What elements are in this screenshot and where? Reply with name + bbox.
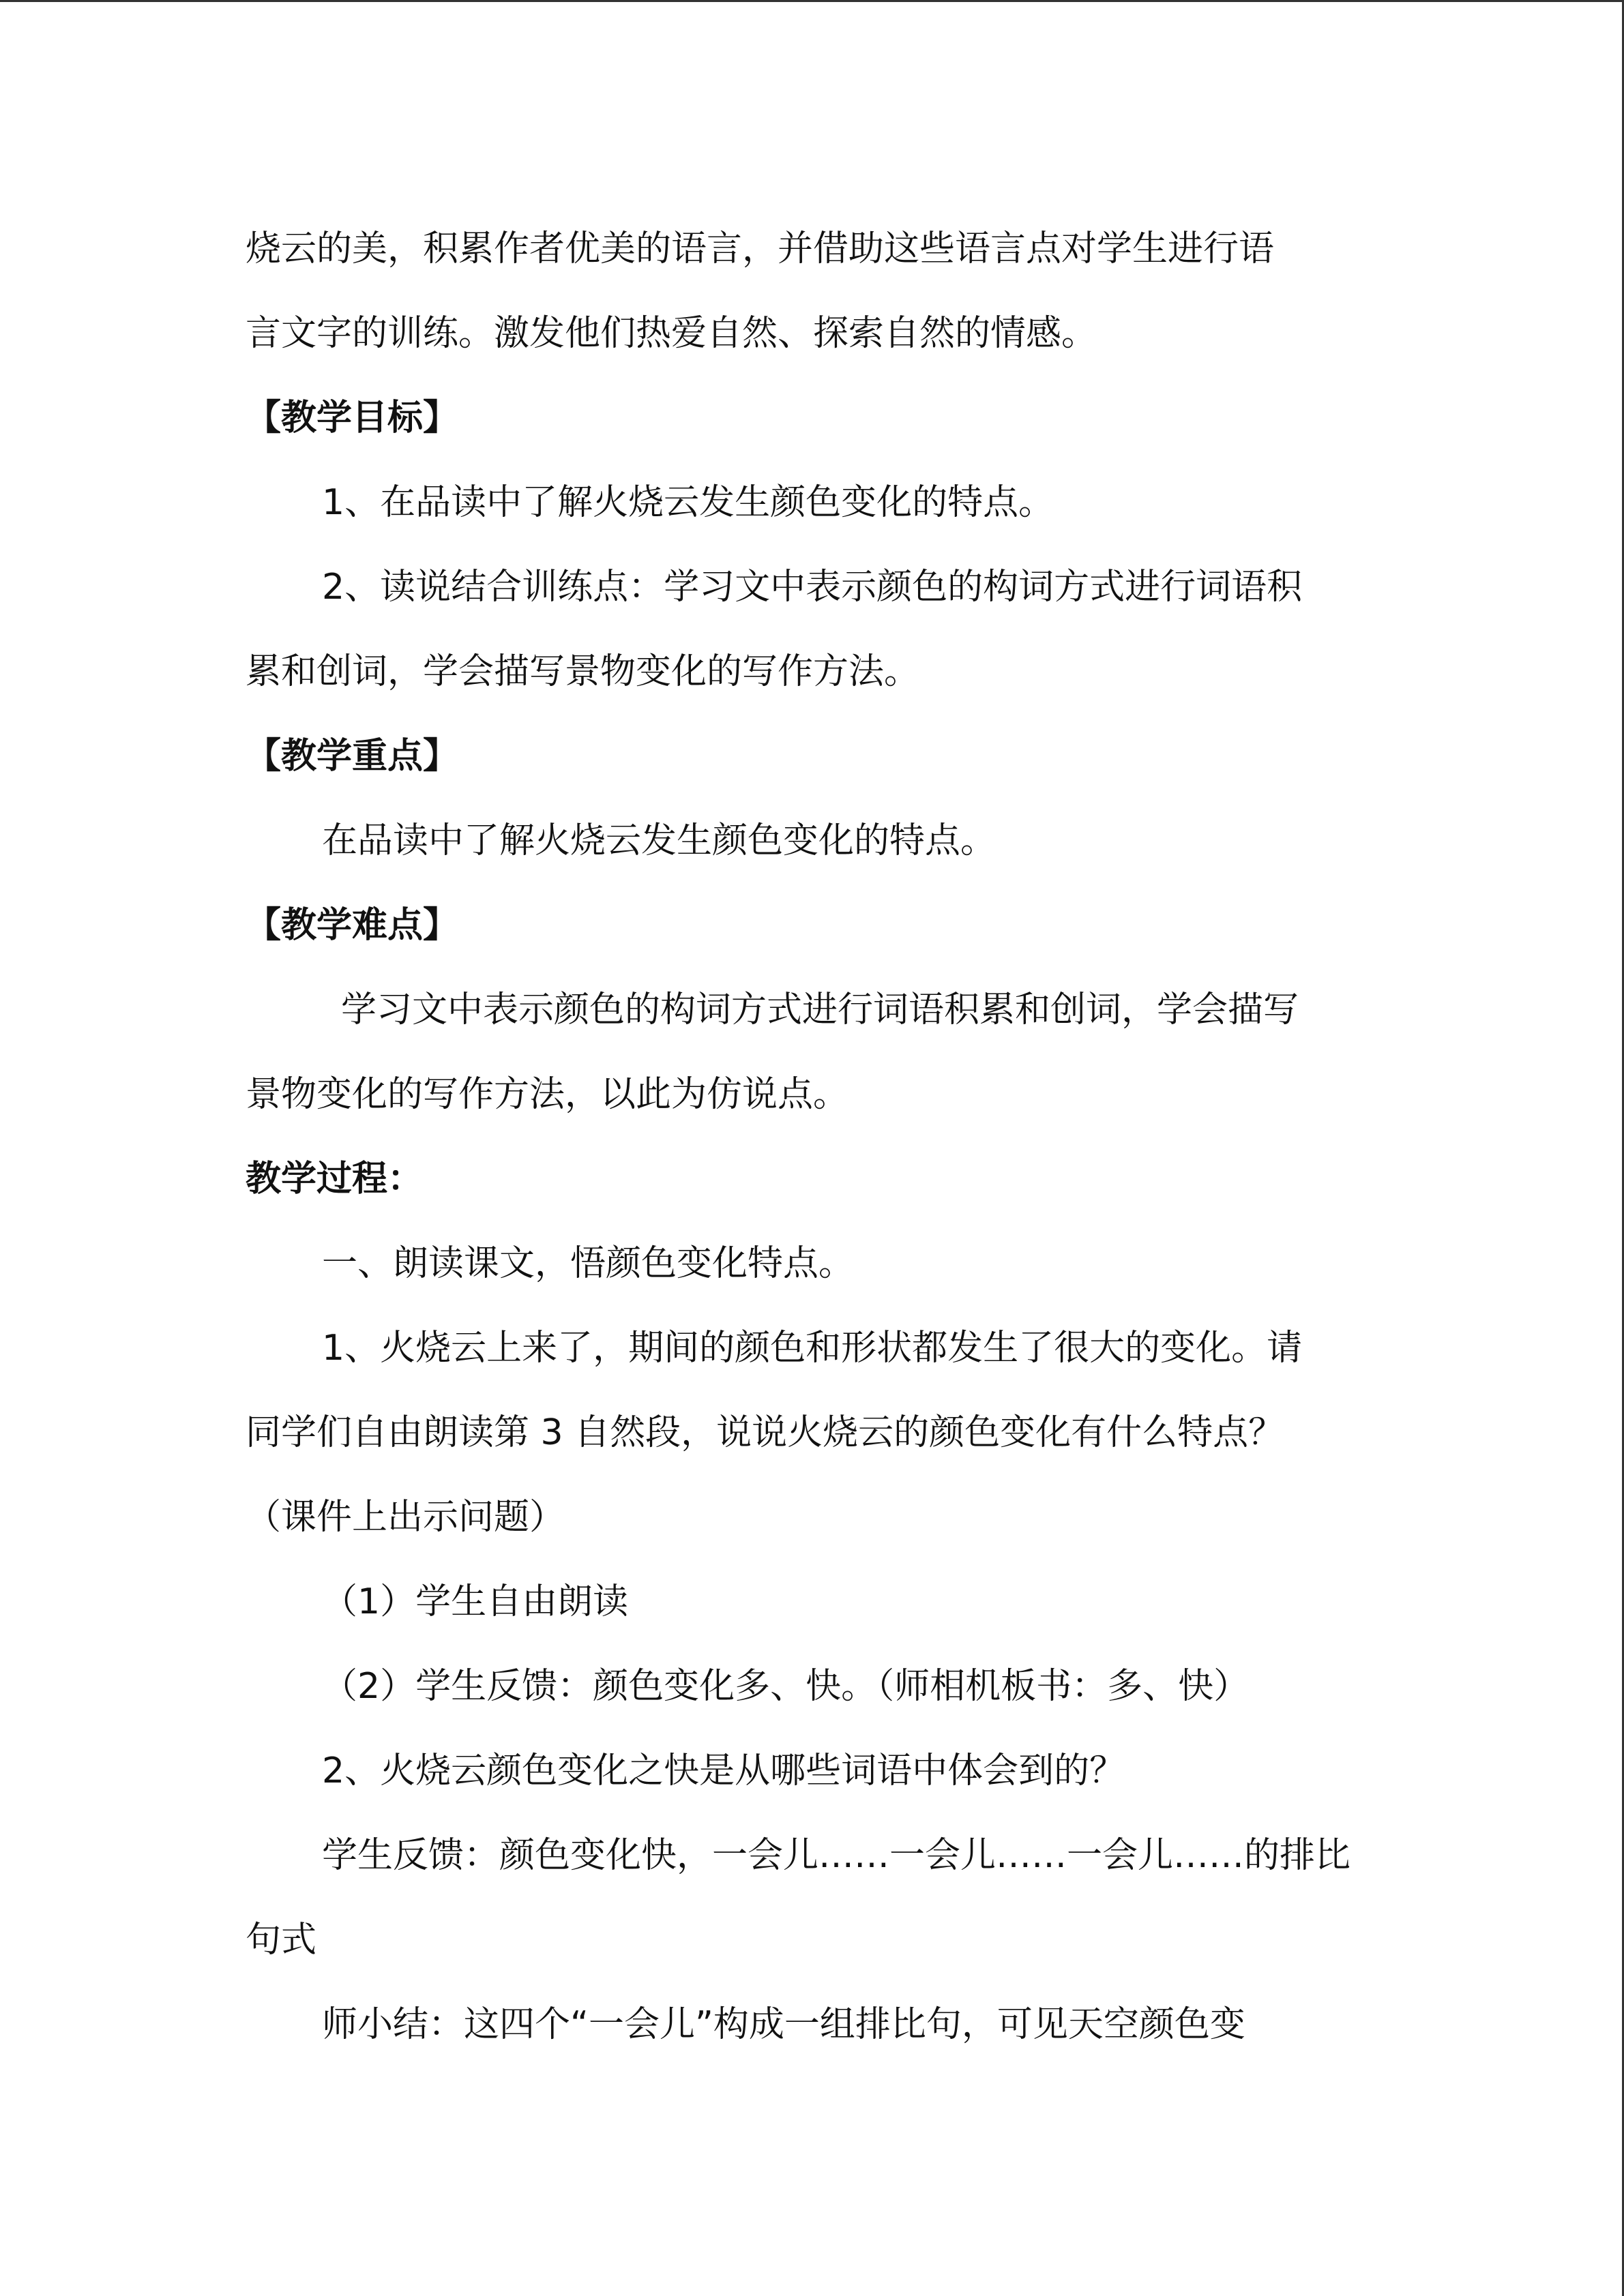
key-point-text: 在品读中了解火烧云发生颜色变化的特点。 bbox=[322, 820, 996, 861]
process-item-2: 2、火烧云颜色变化之快是从哪些词语中体会到的？ bbox=[322, 1750, 1125, 1791]
process-step-1: 一、朗读课文，悟颜色变化特点。 bbox=[322, 1243, 855, 1284]
paragraph-line: 句式 bbox=[246, 1920, 317, 1960]
document-body bbox=[246, 207, 1381, 2067]
student-feedback: 学生反馈：颜色变化快，一会儿……一会儿……一会儿……的排比 bbox=[322, 1835, 1351, 1876]
difficulty-text: 学习文中表示颜色的构词方式进行词语积累和创词，学会描写 bbox=[341, 989, 1299, 1030]
paragraph-line: 同学们自由朗读第 3 自然段，说说火烧云的颜色变化有什么特点？ bbox=[246, 1412, 1284, 1453]
teacher-summary: 师小结：这四个“一会儿”构成一组排比句，可见天空颜色变 bbox=[322, 2004, 1245, 2045]
paragraph-line: （课件上出示问题） bbox=[246, 1497, 565, 1538]
section-heading-key-points: 【教学重点】 bbox=[246, 736, 459, 777]
goal-item-2: 2、读说结合训练点：学习文中表示颜色的构词方式进行词语积 bbox=[322, 567, 1303, 608]
section-heading-teaching-process: 教学过程： bbox=[246, 1159, 424, 1199]
goal-item-1: 1、在品读中了解火烧云发生颜色变化的特点。 bbox=[322, 482, 1054, 523]
paragraph-line: 烧云的美，积累作者优美的语言，并借助这些语言点对学生进行语 bbox=[246, 228, 1275, 269]
sub-item-1: （1）学生自由朗读 bbox=[322, 1581, 629, 1622]
sub-item-2: （2）学生反馈：颜色变化多、快。（师相机板书：多、快） bbox=[322, 1666, 1250, 1707]
paragraph-line: 景物变化的写作方法，以此为仿说点。 bbox=[246, 1074, 849, 1115]
paragraph-line: 言文字的训练。激发他们热爱自然、探索自然的情感。 bbox=[246, 313, 1097, 354]
section-heading-teaching-goals: 【教学目标】 bbox=[246, 398, 459, 438]
paragraph-line: 累和创词，学会描写景物变化的写作方法。 bbox=[246, 651, 920, 692]
section-heading-difficulties: 【教学难点】 bbox=[246, 905, 459, 946]
process-item-1: 1、火烧云上来了，期间的颜色和形状都发生了很大的变化。请 bbox=[322, 1328, 1303, 1369]
